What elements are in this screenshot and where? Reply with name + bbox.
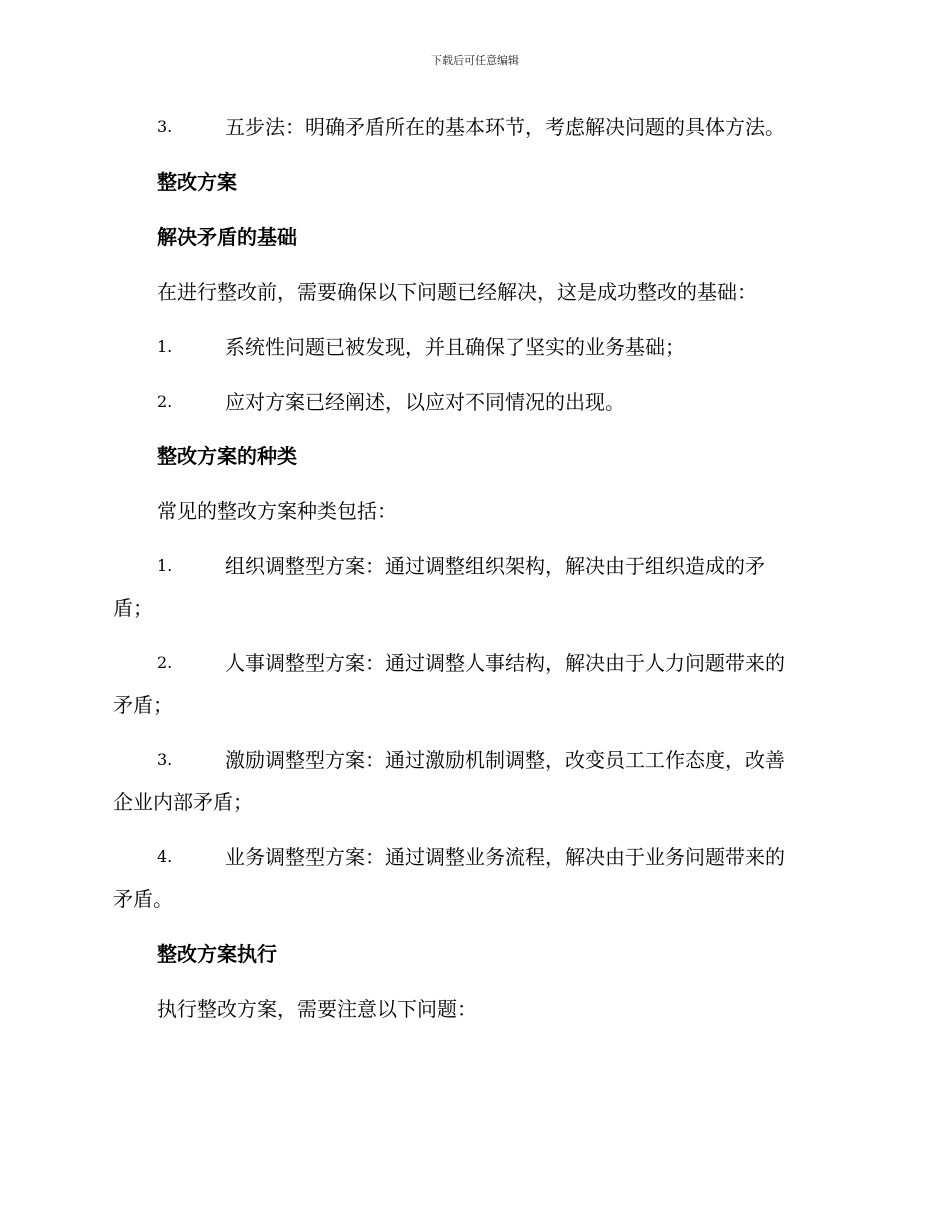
list-number: 4. <box>157 847 173 866</box>
subsection-heading: 解决矛盾的基础 <box>157 225 297 249</box>
subsection-heading: 整改方案执行 <box>157 942 277 966</box>
paragraph: 常见的整改方案种类包括： <box>157 499 397 523</box>
section-heading: 整改方案 <box>157 170 237 194</box>
subsection-heading: 整改方案的种类 <box>157 444 297 468</box>
list-number: 1. <box>157 556 173 575</box>
list-item-continuation: 企业内部矛盾； <box>113 790 253 814</box>
list-item-text: 激励调整型方案：通过激励机制调整，改变员工工作态度，改善 <box>225 748 785 772</box>
list-item-text: 业务调整型方案：通过调整业务流程，解决由于业务问题带来的 <box>225 845 785 869</box>
list-item-continuation: 矛盾； <box>113 693 173 717</box>
paragraph: 执行整改方案，需要注意以下问题： <box>157 997 477 1021</box>
list-item-text: 组织调整型方案：通过调整组织架构，解决由于组织造成的矛 <box>225 554 765 578</box>
list-item-continuation: 矛盾。 <box>113 887 173 911</box>
list-item-continuation: 盾； <box>113 596 153 620</box>
list-number: 3. <box>157 117 173 136</box>
list-item-text: 人事调整型方案：通过调整人事结构，解决由于人力问题带来的 <box>225 651 785 675</box>
list-number: 1. <box>157 337 173 356</box>
list-number: 2. <box>157 392 173 411</box>
list-number: 2. <box>157 653 173 672</box>
paragraph: 在进行整改前，需要确保以下问题已经解决，这是成功整改的基础： <box>157 280 757 304</box>
list-item-text: 五步法：明确矛盾所在的基本环节，考虑解决问题的具体方法。 <box>225 115 785 139</box>
list-item-text: 系统性问题已被发现，并且确保了坚实的业务基础； <box>225 335 685 359</box>
list-number: 3. <box>157 750 173 769</box>
page-header: 下载后可任意编辑 <box>431 54 519 67</box>
list-item-text: 应对方案已经阐述，以应对不同情况的出现。 <box>225 390 625 414</box>
